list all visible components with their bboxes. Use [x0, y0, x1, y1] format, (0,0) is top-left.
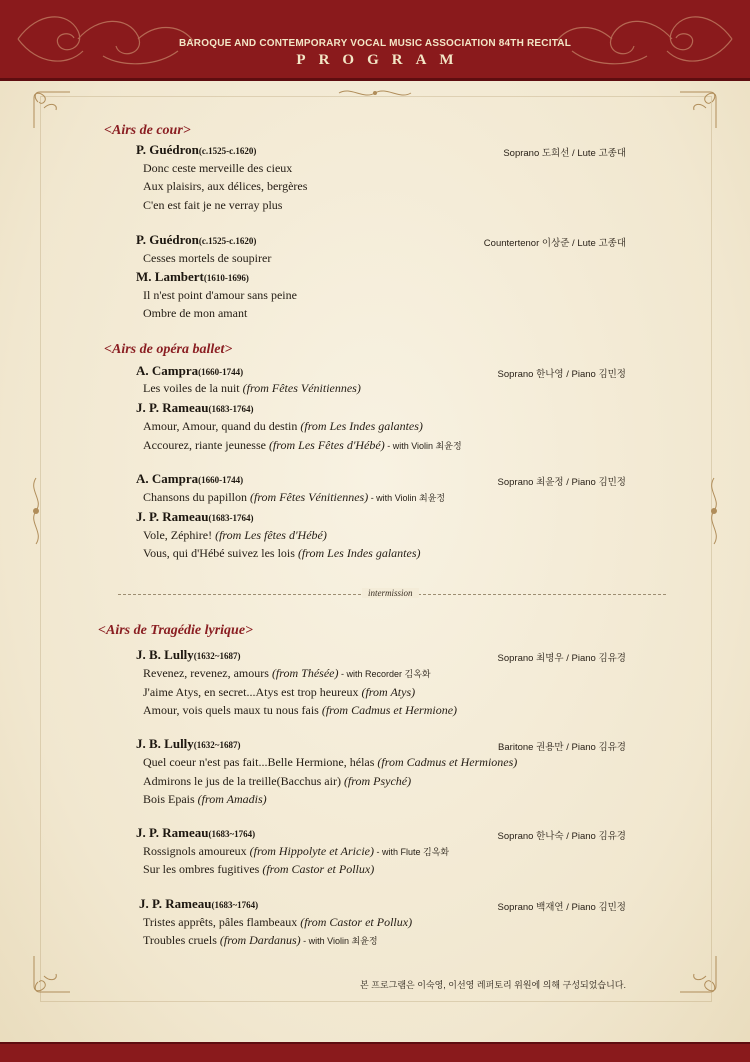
- piece-title: Les voiles de la nuit (from Fêtes Vénitiennes): [143, 381, 361, 395]
- piece-title: Vous, qui d'Hébé suivez les lois (from Les Indes galantes): [143, 546, 421, 560]
- composer-name: P. Guédron(c.1525-c.1620): [136, 232, 257, 247]
- composer-name: J. B. Lully(1632~1687): [136, 647, 241, 662]
- program-footnote: 본 프로그램은 이숙영, 이선영 레퍼토리 위원에 의해 구성되었습니다.: [360, 980, 626, 990]
- piece-title: Vole, Zéphire! (from Les fêtes d'Hébé): [143, 528, 327, 542]
- composer-name: J. P. Rameau(1683-1764): [136, 400, 254, 415]
- piece-title: Troubles cruels (from Dardanus) - with Violin 최윤정: [143, 933, 378, 947]
- piece-title: J'aime Atys, en secret...Atys est trop heureux (from Atys): [143, 685, 416, 699]
- composer-name: J. P. Rameau(1683-1764): [136, 509, 254, 524]
- recital-subtitle: BAROQUE AND CONTEMPORARY VOCAL MUSIC ASSOCIATION 84TH RECITAL: [178, 38, 572, 49]
- piece-title: Revenez, revenez, amours (from Thésée) - with Recorder 김옥화: [143, 666, 431, 680]
- performers: Soprano 최윤정 / Piano 김민정: [497, 477, 626, 488]
- piece-title: Rossignols amoureux (from Hippolyte et Aricie) - with Flute 김옥화: [143, 844, 450, 858]
- composer-name: J. P. Rameau(1683~1764): [136, 825, 256, 840]
- piece-title: Quel coeur n'est pas fait...Belle Hermione, hélas (from Cadmus et Hermiones): [143, 755, 518, 769]
- piece-title: Amour, Amour, quand du destin (from Les Indes galantes): [143, 419, 423, 433]
- side-ornament-icon: [26, 476, 46, 546]
- section-title-airs-de-opera-ballet: <Airs de opéra ballet>: [104, 342, 233, 357]
- piece-title: Bois Epais (from Amadis): [143, 792, 267, 806]
- composer-name: M. Lambert(1610-1696): [136, 269, 249, 284]
- performers: Soprano 도희선 / Lute 고종대: [503, 148, 626, 159]
- section-title-airs-de-tragedie-lyrique: <Airs de Tragédie lyrique>: [98, 623, 254, 638]
- composer-name: J. P. Rameau(1683~1764): [139, 896, 259, 911]
- piece-title: Il n'est point d'amour sans peine: [143, 288, 297, 302]
- performers: Countertenor 이상준 / Lute 고종대: [483, 238, 626, 249]
- piece-title: Ombre de mon amant: [143, 306, 248, 320]
- corner-ornament-icon: [676, 88, 720, 132]
- piece-title: Accourez, riante jeunesse (from Les Fêtes d'Hébé) - with Violin 최윤정: [143, 438, 462, 452]
- footer-band: [0, 1042, 750, 1062]
- piece-title: Amour, vois quels maux tu nous fais (from Cadmus et Hermione): [143, 703, 458, 717]
- composer-name: A. Campra(1660-1744): [136, 471, 244, 486]
- composer-name: J. B. Lully(1632~1687): [136, 736, 241, 751]
- piece-title: Chansons du papillon (from Fêtes Vénitiennes) - with Violin 최윤정: [143, 490, 446, 504]
- top-ornament-icon: [337, 86, 413, 100]
- corner-ornament-icon: [30, 88, 74, 132]
- header-band: [0, 0, 750, 81]
- performers: Soprano 한나숙 / Piano 김유경: [497, 831, 626, 842]
- corner-ornament-icon: [676, 952, 720, 996]
- piece-title: Sur les ombres fugitives (from Castor et Pollux): [143, 862, 375, 876]
- intermission-label: intermission: [362, 588, 419, 598]
- page-title: PROGRAM: [296, 52, 467, 68]
- piece-title: Admirons le jus de la treille(Bacchus air) (from Psyché): [143, 774, 412, 788]
- composer-name: P. Guédron(c.1525-c.1620): [136, 142, 257, 157]
- performers: Soprano 백재연 / Piano 김민정: [497, 902, 626, 913]
- side-ornament-icon: [704, 476, 724, 546]
- performers: Soprano 한나영 / Piano 김민정: [497, 369, 626, 380]
- performers: Baritone 권용만 / Piano 김유경: [498, 742, 626, 753]
- section-title-airs-de-cour: <Airs de cour>: [104, 123, 191, 138]
- piece-title: Tristes apprêts, pâles flambeaux (from Castor et Pollux): [143, 915, 413, 929]
- corner-ornament-icon: [30, 952, 74, 996]
- piece-title: C'en est fait je ne verray plus: [143, 198, 283, 212]
- piece-title: Donc ceste merveille des cieux: [143, 161, 293, 175]
- composer-name: A. Campra(1660-1744): [136, 363, 244, 378]
- performers: Soprano 최명우 / Piano 김유경: [497, 653, 626, 664]
- piece-title: Aux plaisirs, aux délices, bergères: [143, 179, 308, 193]
- piece-title: Cesses mortels de soupirer: [143, 251, 272, 265]
